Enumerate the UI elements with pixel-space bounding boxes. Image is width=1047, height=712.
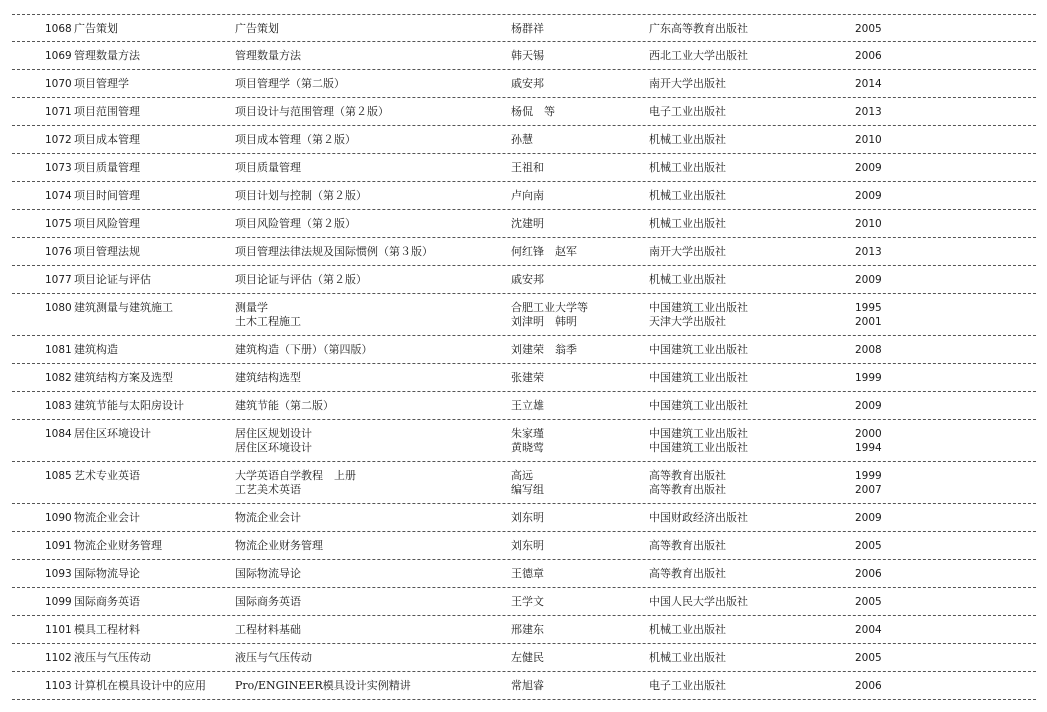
book-publisher-cell <box>649 651 726 665</box>
table-row <box>12 42 1036 70</box>
course-name: 管理数量方法 <box>74 49 140 62</box>
book-title: 土木工程施工 <box>235 315 301 328</box>
book-publisher: 中国建筑工业出版社 <box>649 441 748 454</box>
book-publisher: 高等教育出版社 <box>649 567 726 580</box>
book-author-cell <box>511 22 544 36</box>
publish-year: 2000 <box>855 428 882 440</box>
book-publisher-cell <box>649 511 748 525</box>
publish-year-cell <box>855 77 882 91</box>
book-author: 左健民 <box>511 651 544 664</box>
book-author-cell <box>511 371 544 385</box>
book-title-cell <box>235 399 334 413</box>
book-title-cell <box>235 595 301 609</box>
book-publisher-cell <box>649 273 726 287</box>
table-row <box>12 126 1036 154</box>
table-row <box>12 644 1036 672</box>
publish-year: 2009 <box>855 162 882 174</box>
book-author: 黄晓莺 <box>511 441 544 454</box>
book-title-cell <box>235 469 356 497</box>
book-publisher-cell <box>649 189 726 203</box>
book-publisher-cell <box>649 679 726 693</box>
publish-year: 2006 <box>855 50 882 62</box>
book-author: 朱家瑾 <box>511 427 544 440</box>
publish-year-cell <box>855 511 882 525</box>
book-author: 常旭睿 <box>511 679 544 692</box>
book-author-cell <box>511 77 544 91</box>
book-title: 居住区规划设计 <box>235 427 312 440</box>
course-name: 项目成本管理 <box>74 133 140 146</box>
publish-year-cell <box>855 301 882 329</box>
table-row <box>12 392 1036 420</box>
book-author: 邢建东 <box>511 623 544 636</box>
course-name: 建筑节能与太阳房设计 <box>74 399 184 412</box>
book-author: 何红锋 赵军 <box>511 245 577 258</box>
book-author-cell <box>511 595 544 609</box>
book-author: 王祖和 <box>511 161 544 174</box>
publish-year-cell <box>855 245 882 259</box>
course-code: 1080 <box>45 302 72 314</box>
book-author: 王立雄 <box>511 399 544 412</box>
course-code: 1084 <box>45 428 72 440</box>
course-name: 项目风险管理 <box>74 217 140 230</box>
course-name: 艺术专业英语 <box>74 469 140 482</box>
publish-year-cell <box>855 22 882 36</box>
course-code: 1101 <box>45 624 72 636</box>
table-row <box>12 210 1036 238</box>
book-author-cell <box>511 651 544 665</box>
book-title-cell <box>235 22 279 36</box>
book-author-cell <box>511 623 544 637</box>
book-title-cell <box>235 679 411 693</box>
course-name: 项目管理法规 <box>74 245 140 258</box>
publish-year: 2007 <box>855 484 882 496</box>
book-author-cell <box>511 511 544 525</box>
course-code: 1068 <box>45 23 72 35</box>
book-publisher: 南开大学出版社 <box>649 245 726 258</box>
course-name: 项目时间管理 <box>74 189 140 202</box>
publish-year-cell <box>855 133 882 147</box>
book-publisher: 电子工业出版社 <box>649 105 726 118</box>
publish-year: 2010 <box>855 134 882 146</box>
publish-year-cell <box>855 679 882 693</box>
book-title: 建筑结构选型 <box>235 371 301 384</box>
book-title-cell <box>235 49 301 63</box>
course-name: 项目质量管理 <box>74 161 140 174</box>
course-code: 1073 <box>45 162 72 174</box>
book-title: 国际商务英语 <box>235 595 301 608</box>
book-author: 戚安邦 <box>511 77 544 90</box>
course-name: 国际商务英语 <box>74 595 140 608</box>
book-title: Pro/ENGINEER模具设计实例精讲 <box>235 679 411 692</box>
course-code: 1085 <box>45 470 72 482</box>
publish-year: 2009 <box>855 400 882 412</box>
book-title-cell <box>235 77 345 91</box>
book-title: 广告策划 <box>235 22 279 35</box>
course-code: 1069 <box>45 50 72 62</box>
book-title: 居住区环境设计 <box>235 441 312 454</box>
course-code: 1083 <box>45 400 72 412</box>
book-author-cell <box>511 399 544 413</box>
book-author-cell <box>511 301 588 329</box>
course-code: 1091 <box>45 540 72 552</box>
book-author: 高远 <box>511 469 533 482</box>
publish-year-cell <box>855 427 882 455</box>
book-author: 卢向南 <box>511 189 544 202</box>
publish-year-cell <box>855 539 882 553</box>
book-publisher-cell <box>649 77 726 91</box>
book-author-cell <box>511 49 544 63</box>
book-publisher-cell <box>649 623 726 637</box>
publish-year: 2008 <box>855 344 882 356</box>
book-author-cell <box>511 245 577 259</box>
publish-year: 2009 <box>855 190 882 202</box>
course-name: 国际物流导论 <box>74 567 140 580</box>
textbook-table <box>12 14 1036 700</box>
course-name: 项目范围管理 <box>74 105 140 118</box>
book-publisher: 机械工业出版社 <box>649 133 726 146</box>
table-row <box>12 616 1036 644</box>
book-title: 物流企业财务管理 <box>235 539 323 552</box>
publish-year-cell <box>855 161 882 175</box>
book-author-cell <box>511 133 533 147</box>
book-publisher-cell <box>649 22 748 36</box>
book-author-cell <box>511 161 544 175</box>
book-title: 建筑构造（下册）（第四版） <box>235 343 373 356</box>
book-publisher: 西北工业大学出版社 <box>649 49 748 62</box>
course-name: 项目论证与评估 <box>74 273 151 286</box>
book-title: 管理数量方法 <box>235 49 301 62</box>
book-author-cell <box>511 567 544 581</box>
publish-year-cell <box>855 595 882 609</box>
publish-year: 2005 <box>855 540 882 552</box>
course-name: 计算机在模具设计中的应用 <box>74 679 206 692</box>
book-publisher: 电子工业出版社 <box>649 679 726 692</box>
table-row <box>12 588 1036 616</box>
publish-year-cell <box>855 343 882 357</box>
book-publisher-cell <box>649 343 748 357</box>
book-title: 工艺美术英语 <box>235 483 301 496</box>
book-publisher-cell <box>649 399 748 413</box>
book-title: 物流企业会计 <box>235 511 301 524</box>
book-title-cell <box>235 273 367 287</box>
book-publisher-cell <box>649 49 748 63</box>
publish-year: 2004 <box>855 624 882 636</box>
book-publisher-cell <box>649 161 726 175</box>
publish-year-cell <box>855 469 882 497</box>
book-title-cell <box>235 133 356 147</box>
course-name: 建筑结构方案及选型 <box>74 371 173 384</box>
book-title-cell <box>235 427 312 455</box>
book-author-cell <box>511 217 544 231</box>
book-title: 项目管理法律法规及国际惯例（第３版） <box>235 245 433 258</box>
book-title: 项目管理学（第二版） <box>235 77 345 90</box>
course-code: 1076 <box>45 246 72 258</box>
book-title: 项目成本管理（第２版） <box>235 133 356 146</box>
course-name: 模具工程材料 <box>74 623 140 636</box>
book-publisher-cell <box>649 469 726 497</box>
book-author-cell <box>511 427 544 455</box>
book-title-cell <box>235 217 356 231</box>
book-author: 编写组 <box>511 483 544 496</box>
book-author-cell <box>511 189 544 203</box>
book-publisher: 中国建筑工业出版社 <box>649 371 748 384</box>
book-author: 刘建荣 翁季 <box>511 343 577 356</box>
table-row <box>12 672 1036 700</box>
book-publisher: 中国人民大学出版社 <box>649 595 748 608</box>
publish-year-cell <box>855 49 882 63</box>
book-publisher-cell <box>649 567 726 581</box>
course-name: 建筑构造 <box>74 343 118 356</box>
book-title-cell <box>235 343 373 357</box>
table-row <box>12 154 1036 182</box>
table-row <box>12 70 1036 98</box>
table-row <box>12 364 1036 392</box>
table-row <box>12 560 1036 588</box>
book-author: 孙慧 <box>511 133 533 146</box>
course-code: 1093 <box>45 568 72 580</box>
book-author: 戚安邦 <box>511 273 544 286</box>
book-title-cell <box>235 539 323 553</box>
book-author: 王学文 <box>511 595 544 608</box>
book-author: 沈建明 <box>511 217 544 230</box>
book-title: 项目质量管理 <box>235 161 301 174</box>
book-title: 液压与气压传动 <box>235 651 312 664</box>
book-author: 杨侃 等 <box>511 105 555 118</box>
publish-year: 1999 <box>855 470 882 482</box>
book-publisher: 机械工业出版社 <box>649 651 726 664</box>
book-title: 项目论证与评估（第２版） <box>235 273 367 286</box>
course-code: 1102 <box>45 652 72 664</box>
publish-year-cell <box>855 371 882 385</box>
table-row <box>12 420 1036 462</box>
course-code: 1072 <box>45 134 72 146</box>
publish-year: 2005 <box>855 23 882 35</box>
book-author: 刘东明 <box>511 539 544 552</box>
publish-year: 2013 <box>855 106 882 118</box>
book-title-cell <box>235 161 301 175</box>
table-row <box>12 504 1036 532</box>
course-name: 物流企业会计 <box>74 511 140 524</box>
publish-year: 2013 <box>855 246 882 258</box>
publish-year-cell <box>855 273 882 287</box>
book-title-cell <box>235 511 301 525</box>
book-publisher: 机械工业出版社 <box>649 161 726 174</box>
book-publisher-cell <box>649 105 726 119</box>
book-title-cell <box>235 189 367 203</box>
course-code: 1103 <box>45 680 72 692</box>
table-row <box>12 462 1036 504</box>
book-publisher: 天津大学出版社 <box>649 315 726 328</box>
table-row <box>12 98 1036 126</box>
publish-year: 2005 <box>855 596 882 608</box>
publish-year: 2009 <box>855 512 882 524</box>
book-title-cell <box>235 623 301 637</box>
course-code: 1074 <box>45 190 72 202</box>
book-publisher: 中国建筑工业出版社 <box>649 301 748 314</box>
course-code: 1090 <box>45 512 72 524</box>
book-publisher-cell <box>649 539 726 553</box>
course-code: 1082 <box>45 372 72 384</box>
book-author-cell <box>511 343 577 357</box>
publish-year-cell <box>855 651 882 665</box>
publish-year: 2005 <box>855 652 882 664</box>
book-author: 刘津明 韩明 <box>511 315 577 328</box>
book-author-cell <box>511 273 544 287</box>
book-author: 王德章 <box>511 567 544 580</box>
book-publisher-cell <box>649 301 748 329</box>
book-title-cell <box>235 301 301 329</box>
book-title: 项目计划与控制（第２版） <box>235 189 367 202</box>
book-title-cell <box>235 245 433 259</box>
book-author-cell <box>511 679 544 693</box>
book-author-cell <box>511 539 544 553</box>
book-title: 建筑节能（第二版） <box>235 399 334 412</box>
book-title: 测量学 <box>235 301 268 314</box>
book-author-cell <box>511 469 544 497</box>
course-code: 1099 <box>45 596 72 608</box>
course-code: 1071 <box>45 106 72 118</box>
book-publisher: 机械工业出版社 <box>649 189 726 202</box>
book-publisher: 南开大学出版社 <box>649 77 726 90</box>
book-publisher-cell <box>649 427 748 455</box>
book-author: 杨群祥 <box>511 22 544 35</box>
publish-year: 1995 <box>855 302 882 314</box>
table-row <box>12 532 1036 560</box>
book-title: 项目风险管理（第２版） <box>235 217 356 230</box>
book-publisher-cell <box>649 245 726 259</box>
publish-year: 2006 <box>855 680 882 692</box>
book-title-cell <box>235 105 389 119</box>
book-author: 合肥工业大学等 <box>511 301 588 314</box>
table-row <box>12 182 1036 210</box>
publish-year: 2009 <box>855 274 882 286</box>
table-row <box>12 238 1036 266</box>
publish-year-cell <box>855 567 882 581</box>
table-row <box>12 14 1036 42</box>
book-publisher: 广东高等教育出版社 <box>649 22 748 35</box>
publish-year-cell <box>855 189 882 203</box>
publish-year-cell <box>855 623 882 637</box>
book-author: 韩天锡 <box>511 49 544 62</box>
book-title: 大学英语自学教程 上册 <box>235 469 356 482</box>
course-code: 1077 <box>45 274 72 286</box>
course-code: 1081 <box>45 344 72 356</box>
table-row <box>12 294 1036 336</box>
book-publisher: 中国建筑工业出版社 <box>649 343 748 356</box>
book-publisher: 高等教育出版社 <box>649 539 726 552</box>
book-title-cell <box>235 371 301 385</box>
table-row <box>12 336 1036 364</box>
course-name: 项目管理学 <box>74 77 129 90</box>
course-name: 广告策划 <box>74 22 118 35</box>
publish-year-cell <box>855 399 882 413</box>
book-publisher-cell <box>649 595 748 609</box>
book-publisher: 机械工业出版社 <box>649 217 726 230</box>
publish-year: 1994 <box>855 442 882 454</box>
book-publisher: 高等教育出版社 <box>649 469 726 482</box>
publish-year: 2006 <box>855 568 882 580</box>
course-code: 1075 <box>45 218 72 230</box>
book-publisher: 高等教育出版社 <box>649 483 726 496</box>
course-name: 液压与气压传动 <box>74 651 151 664</box>
publish-year: 2014 <box>855 78 882 90</box>
book-publisher: 中国财政经济出版社 <box>649 511 748 524</box>
publish-year: 2010 <box>855 218 882 230</box>
book-title-cell <box>235 651 312 665</box>
book-author-cell <box>511 105 555 119</box>
table-row <box>12 266 1036 294</box>
course-name: 建筑测量与建筑施工 <box>74 301 173 314</box>
publish-year: 2001 <box>855 316 882 328</box>
book-title: 项目设计与范围管理（第２版） <box>235 105 389 118</box>
book-publisher: 中国建筑工业出版社 <box>649 399 748 412</box>
book-publisher: 中国建筑工业出版社 <box>649 427 748 440</box>
book-publisher-cell <box>649 217 726 231</box>
publish-year-cell <box>855 217 882 231</box>
course-name: 物流企业财务管理 <box>74 539 162 552</box>
book-publisher-cell <box>649 371 748 385</box>
book-author: 张建荣 <box>511 371 544 384</box>
book-title: 工程材料基础 <box>235 623 301 636</box>
publish-year: 1999 <box>855 372 882 384</box>
book-publisher-cell <box>649 133 726 147</box>
book-publisher: 机械工业出版社 <box>649 273 726 286</box>
course-code: 1070 <box>45 78 72 90</box>
publish-year-cell <box>855 105 882 119</box>
course-name: 居住区环境设计 <box>74 427 151 440</box>
book-title: 国际物流导论 <box>235 567 301 580</box>
book-publisher: 机械工业出版社 <box>649 623 726 636</box>
book-author: 刘东明 <box>511 511 544 524</box>
book-title-cell <box>235 567 301 581</box>
